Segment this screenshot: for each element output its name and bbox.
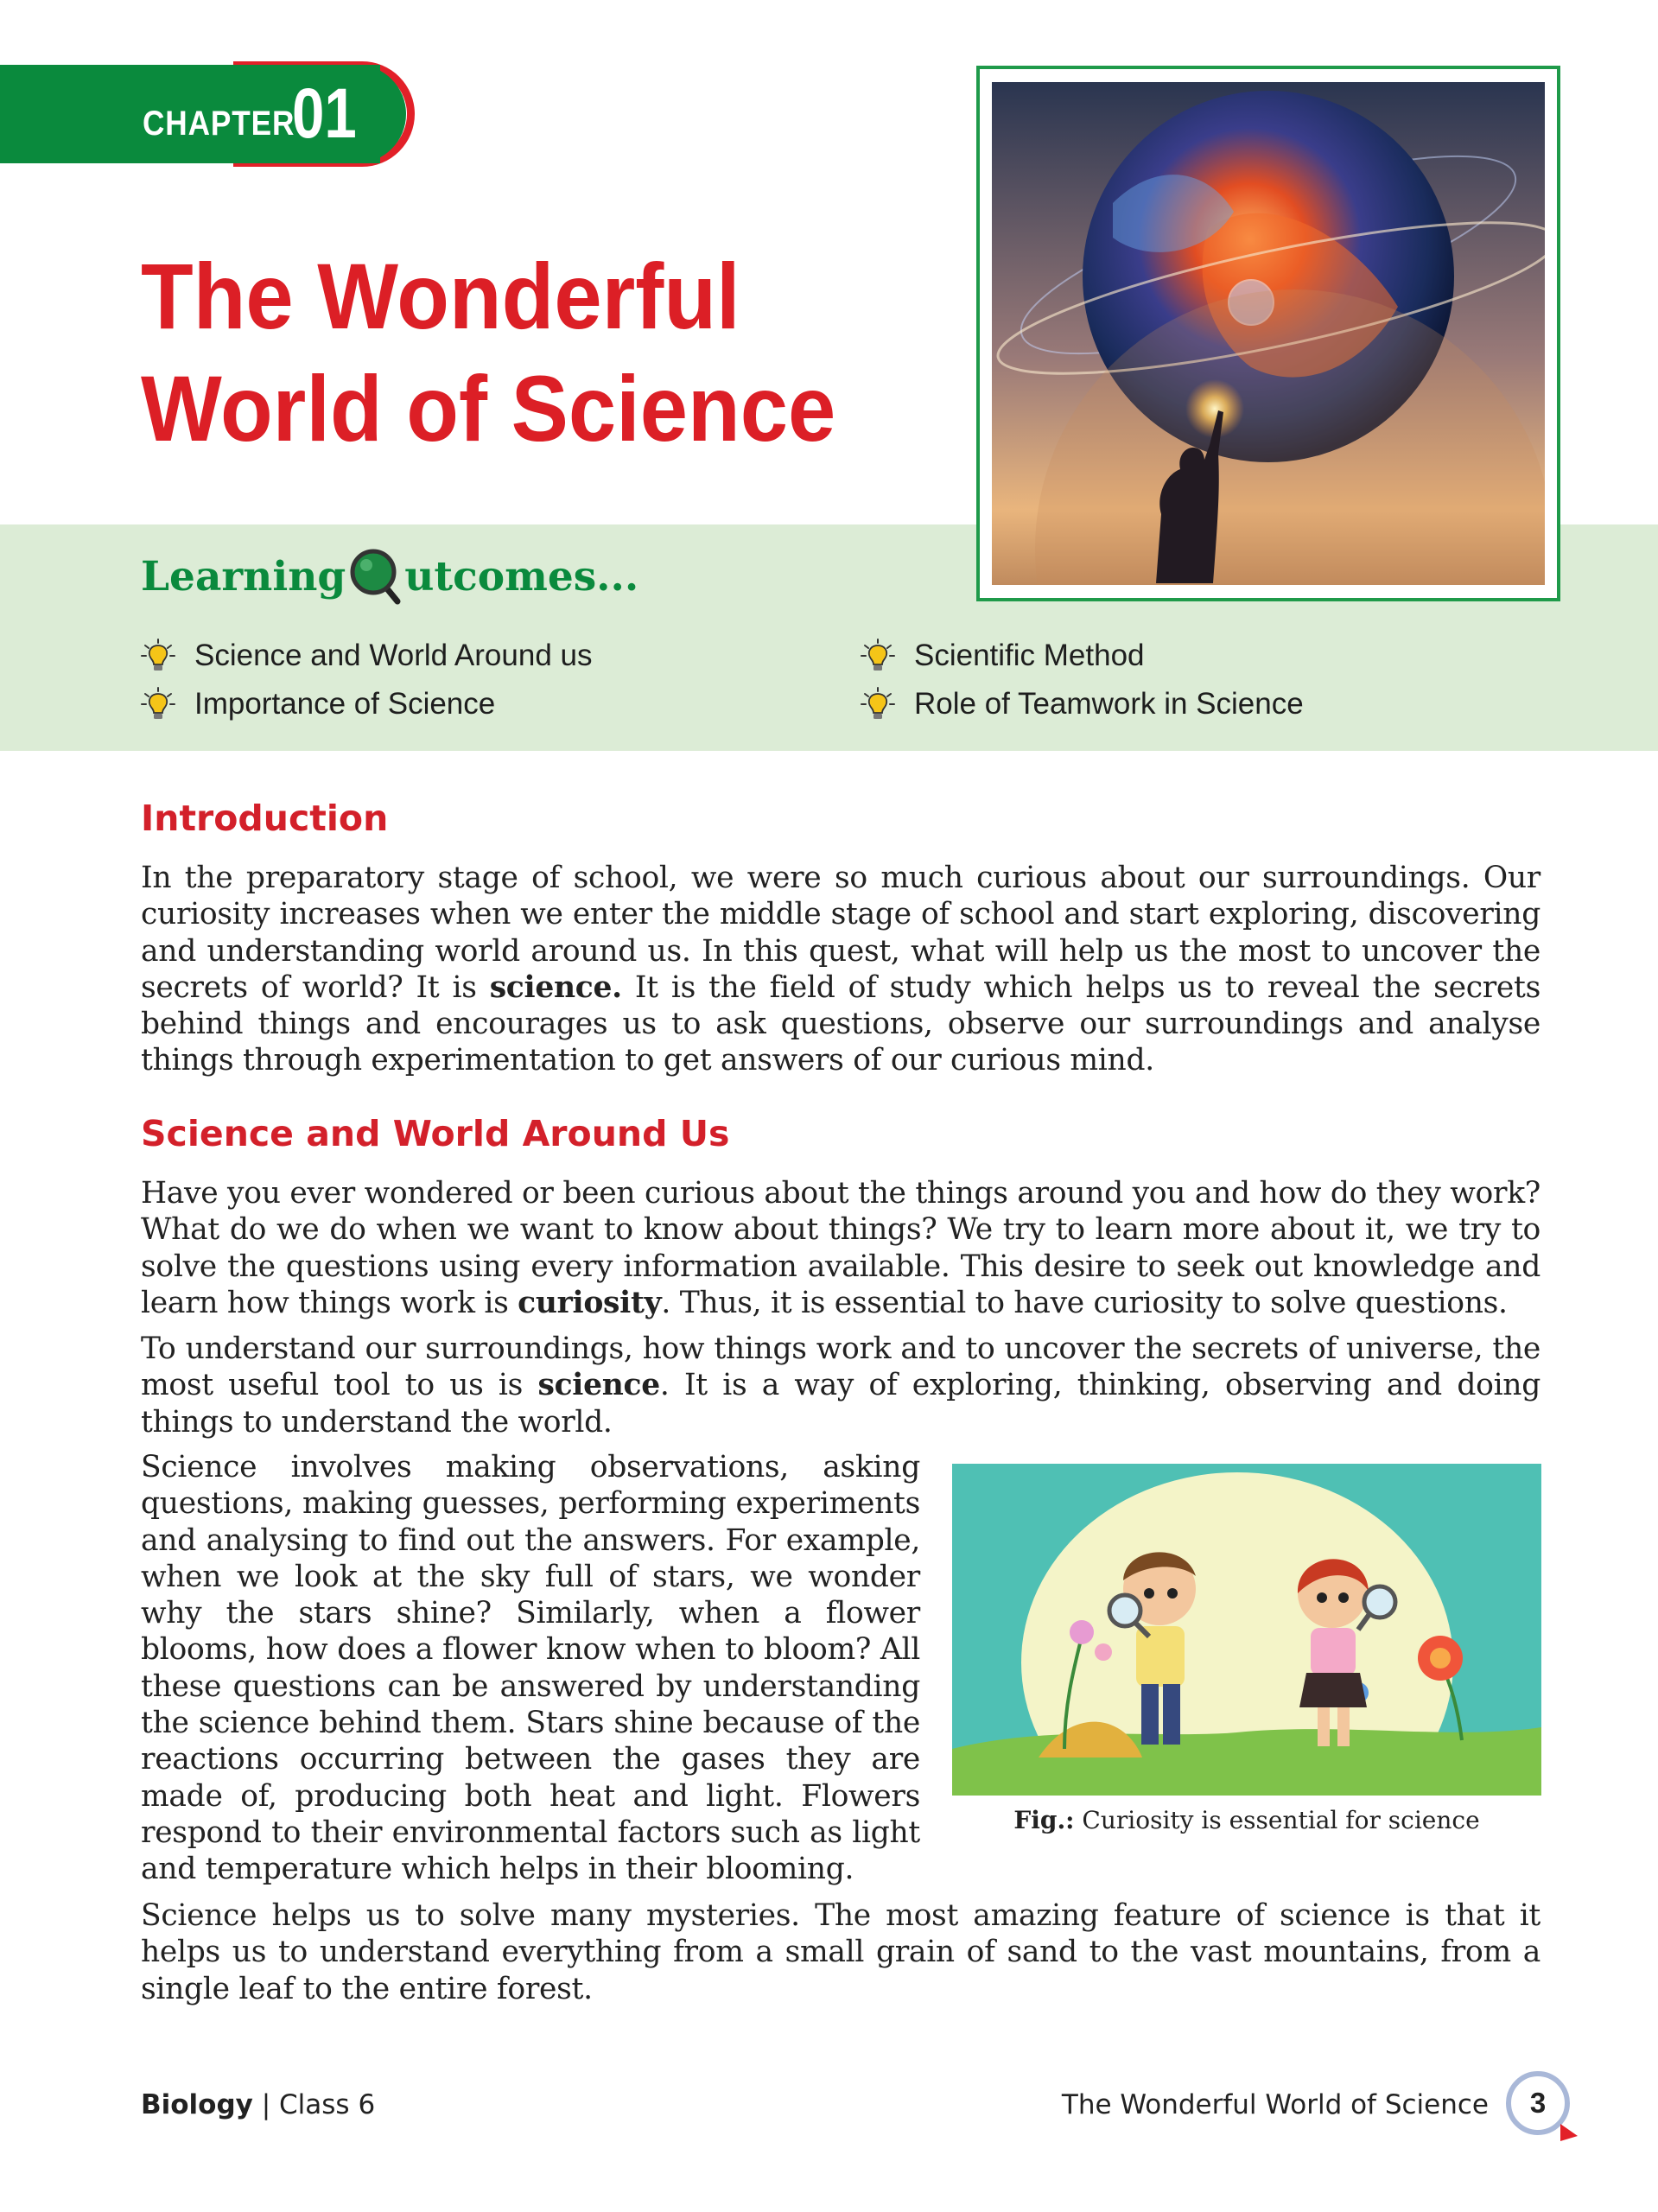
- magnifier-icon: [347, 546, 403, 607]
- chapter-title-line1: The Wonderful: [141, 244, 740, 348]
- sw-p1-text-a: Have you ever wondered or been curious about the things around you and how do they work? What do we do when we want to know about things? We try to learn more about it, we try to solve the questions using every information available. This desire to seek out knowledge and learn how things work is: [141, 1176, 1540, 1320]
- footer-subject: [141, 2089, 375, 2120]
- page-number: 3: [1529, 2087, 1547, 2119]
- footer-separator: |: [252, 2089, 280, 2120]
- page-number-badge: [1503, 2067, 1579, 2143]
- lightbulb-icon: [141, 687, 175, 721]
- curious-children-illustration: [952, 1464, 1541, 1796]
- introduction-text-b: It is the field of study which helps us to reveal the secrets behind things and encourages us to ask questions, observe our surroundings and analyse things through experimentation to get answers of our curious mind.: [141, 969, 1541, 1078]
- outcome-item: [861, 687, 1304, 721]
- sw-p1-bold-term: curiosity: [518, 1285, 662, 1320]
- science-world-heading: Science and World Around Us: [141, 1113, 730, 1154]
- lightbulb-icon: [141, 639, 175, 673]
- footer-subject-name: Biology: [141, 2089, 253, 2120]
- chapter-title: [141, 240, 835, 465]
- footer-chapter-title: The Wonderful World of Science: [1061, 2089, 1489, 2120]
- introduction-paragraph: [141, 860, 1540, 1079]
- planet-illustration: [992, 82, 1545, 585]
- introduction-heading: Introduction: [141, 798, 389, 839]
- chapter-tab: [0, 65, 397, 163]
- outcome-text: Scientific Method: [914, 639, 1145, 672]
- sw-p2-text-b: . It is a way of exploring, thinking, observing and doing things to understand the world.: [141, 1368, 1541, 1440]
- sw-p2-text-a: To understand our surroundings, how things work and to uncover the secrets of universe, the most useful tool to us is: [141, 1332, 1540, 1403]
- introduction-bold-term: science.: [489, 969, 622, 1005]
- science-world-paragraph-3: Science involves making observations, asking questions, making guesses, performing experiments and analysing to find out the answers. For example, when we look at the sky full of stars, we wonder why the stars shine? Similarly, when a flower blooms, how does a flower know when to bloom? All these questions can be answered by understanding the science behind them. Stars shine because of the reactions occurring between the gases they are made of, producing both heat and light. Flowers respond to their environmental factors such as light and temperature which helps in their blooming.: [141, 1450, 920, 1887]
- science-world-paragraph-1: [141, 1175, 1540, 1321]
- outcome-text: Role of Teamwork in Science: [914, 687, 1304, 721]
- outcome-item: [861, 639, 1145, 673]
- footer-class: Class 6: [279, 2089, 376, 2120]
- figure-caption-label: Fig.:: [1013, 1806, 1075, 1834]
- chapter-title-line2: World of Science: [141, 356, 836, 461]
- chapter-number: 01: [292, 74, 357, 153]
- sw-p2-bold-term: science: [537, 1368, 660, 1403]
- sw-p1-text-b: . Thus, it is essential to have curiosity to solve questions.: [661, 1285, 1508, 1320]
- introduction-text-a: In the preparatory stage of school, we were so much curious about our surroundings. Our curiosity increases when we enter the middle stage of school and start exploring, discovering and understanding world around us. In this quest, what will help us the most to uncover the secrets of world? It is: [141, 861, 1540, 1005]
- learning-outcomes-heading-prefix: Learning: [141, 552, 346, 601]
- science-world-paragraph-4: Science helps us to solve many mysteries. The most amazing feature of science is that it helps us to understand everything from a small grain of sand to the vast mountains, from a single leaf to the entire forest.: [141, 1898, 1540, 2006]
- science-world-paragraph-2: [141, 1331, 1540, 1440]
- figure-caption: [952, 1806, 1541, 1834]
- lightbulb-icon: [861, 639, 895, 673]
- figure-caption-text: Curiosity is essential for science: [1074, 1806, 1480, 1834]
- outcome-text: Importance of Science: [194, 687, 496, 721]
- outcome-item: [141, 639, 592, 673]
- lightbulb-icon: [861, 687, 895, 721]
- outcome-text: Science and World Around us: [194, 639, 593, 672]
- learning-outcomes-heading-suffix: utcomes...: [404, 552, 639, 601]
- learning-outcomes-heading: [141, 546, 638, 607]
- chapter-label: CHAPTER: [143, 105, 295, 143]
- outcome-item: [141, 687, 495, 721]
- hero-image-frame: [976, 66, 1560, 601]
